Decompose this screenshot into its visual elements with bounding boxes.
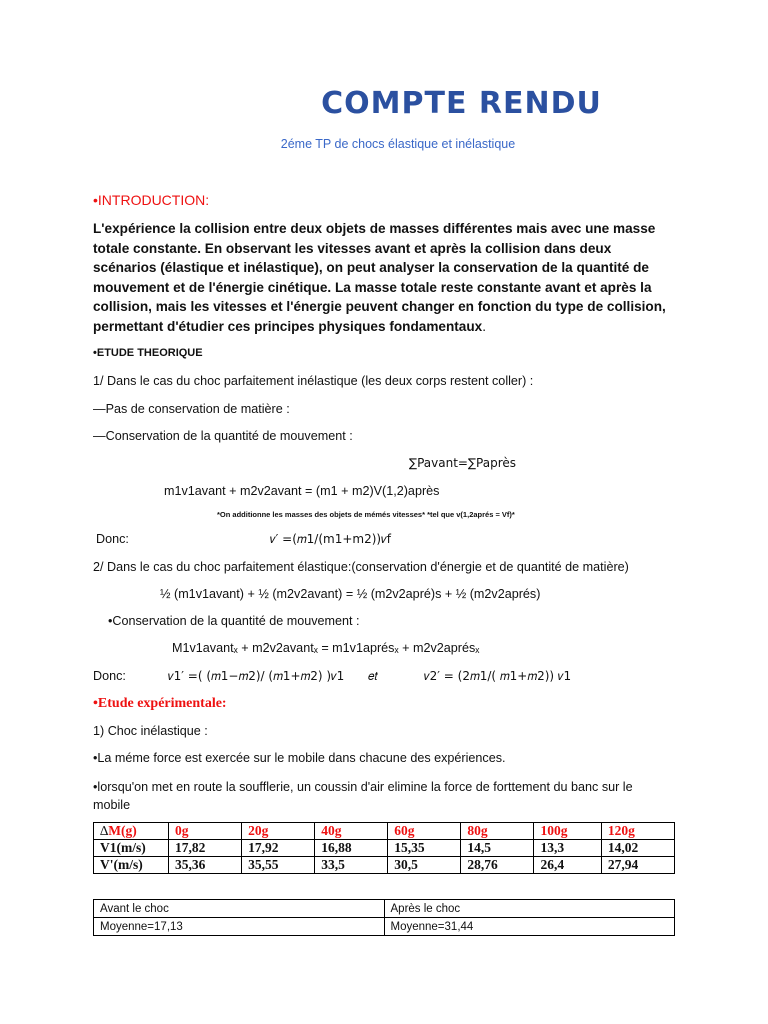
- avg-header-before: Avant le choc: [94, 900, 385, 918]
- table-cell: 17,92: [242, 840, 315, 857]
- table-header-cell: 120g: [601, 823, 674, 840]
- table-cell: 26,4: [534, 857, 601, 874]
- introduction-period: .: [482, 318, 487, 334]
- et-label: 𝑒𝑡: [368, 669, 379, 683]
- document-subtitle: 2éme TP de chocs élastique et inélastique: [280, 137, 516, 151]
- table-cell: 13,3: [534, 840, 601, 857]
- table-cell: 33,5: [315, 857, 388, 874]
- table-header-cell: 0g: [169, 823, 242, 840]
- mass-note: *On additionne les masses des objets de mémés vitesses* *tel que v(1,2aprés = Vf)*: [217, 510, 515, 519]
- table-header-cell: 20g: [242, 823, 315, 840]
- experimental-heading: •Etude expérimentale:: [93, 696, 227, 711]
- table-cell: 27,94: [601, 857, 674, 874]
- table-row: [94, 840, 675, 857]
- table-cell: 35,55: [242, 857, 315, 874]
- introduction-heading: •INTRODUCTION:: [93, 192, 210, 208]
- theory-case1: 1/ Dans le cas du choc parfaitement inélastique (les deux corps restent coller) :: [93, 374, 534, 388]
- donc2-label: Donc:: [93, 669, 126, 683]
- table-cell: 30,5: [388, 857, 461, 874]
- v2-prime-equation: 𝑣2′ = (2𝑚1/( 𝑚1+𝑚2)) 𝑣1: [424, 669, 572, 683]
- bullet-force: •La méme force est exercée sur le mobile dans chacune des expériences.: [93, 751, 506, 765]
- avg-value-after: Moyenne=31,44: [384, 918, 675, 936]
- energy-equation: ½ (m1v1avant) + ½ (m2v2avant) = ½ (m2v2apré)s + ½ (m2v2aprés): [160, 587, 541, 601]
- v1-prime-equation: 𝑣1′ =( (𝑚1−𝑚2)/ (𝑚1+𝑚2) )𝑣1: [168, 669, 345, 683]
- table-cell: 17,82: [169, 840, 242, 857]
- table-header-cell: 60g: [388, 823, 461, 840]
- table-cell: 15,35: [388, 840, 461, 857]
- theory-no-conservation: —Pas de conservation de matière :: [93, 402, 290, 416]
- table-cell: 35,36: [169, 857, 242, 874]
- table-cell: 16,88: [315, 840, 388, 857]
- table-header-cell: ∆M(g): [94, 823, 169, 840]
- introduction-paragraph: [93, 219, 673, 337]
- avg-header-after: Après le choc: [384, 900, 675, 918]
- table-row: [94, 857, 675, 874]
- theory-momentum-conservation: —Conservation de la quantité de mouvement :: [93, 429, 353, 443]
- donc-label: Donc:: [96, 532, 129, 546]
- table-header-cell: 100g: [534, 823, 601, 840]
- table-cell: 14,02: [601, 840, 674, 857]
- choc-inelastique-label: 1) Choc inélastique :: [93, 724, 208, 738]
- table-row: [94, 823, 675, 840]
- momentum-equation: m1v1avant + m2v2avant = (m1 + m2)V(1,2)après: [164, 484, 440, 498]
- table-header-cell: 80g: [461, 823, 534, 840]
- bullet-momentum: •Conservation de la quantité de mouvement :: [108, 614, 360, 628]
- avg-value-before: Moyenne=17,13: [94, 918, 385, 936]
- table-row: [94, 900, 675, 918]
- momentum-x-equation: M1v1avantₓ + m2v2avantₓ = m1v1aprésₓ + m2v2aprésₓ: [172, 641, 480, 655]
- velocity-data-table: [93, 822, 675, 874]
- table-cell: 28,76: [461, 857, 534, 874]
- introduction-text: L'expérience la collision entre deux objets de masses différentes mais avec une masse totale constante. En observant les vitesses avant et après la collision dans deux scénarios (élastique et inélastique), on peut analyser la conservation de la quantité de mouvement et de l'énergie cinétique. La masse totale reste constante avant et après la collision, mais les vitesses et l'énergie peuvent changer en fonction du type de collision, permettant d'étudier ces principes physiques fondamentaux: [93, 221, 666, 334]
- table-row: [94, 918, 675, 936]
- table-cell: 14,5: [461, 840, 534, 857]
- table-header-cell: 40g: [315, 823, 388, 840]
- v-prime-equation: 𝑣′ =(𝑚1/(m1+m2))𝑣f: [270, 532, 391, 546]
- theory-heading: •ETUDE THEORIQUE: [93, 347, 203, 359]
- table-cell: V1(m/s): [94, 840, 169, 857]
- bullet-air: •lorsqu'on met en route la soufflerie, un coussin d'air elimine la force de forttement du banc sur le mobile: [93, 780, 633, 812]
- table-cell: V'(m/s): [94, 857, 169, 874]
- document-title: COMPTE RENDU: [321, 86, 602, 121]
- sum-equation: ∑Pavant=∑Paprès: [409, 456, 517, 470]
- average-table: [93, 899, 675, 936]
- theory-case2: 2/ Dans le cas du choc parfaitement élastique:(conservation d'énergie et de quantité de matière): [93, 560, 629, 574]
